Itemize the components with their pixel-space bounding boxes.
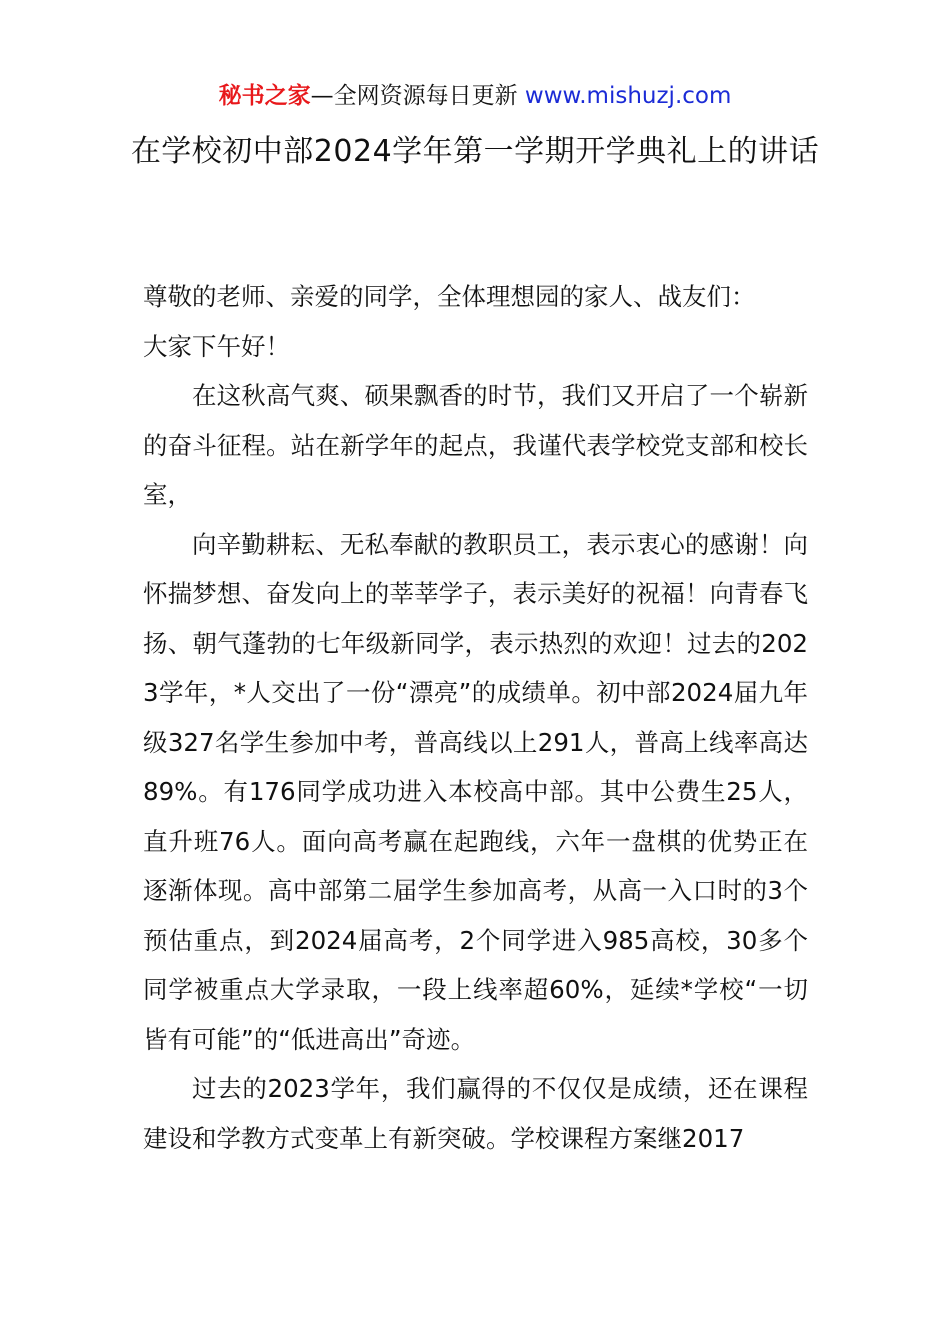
salutation-paragraph: 尊敬的老师、亲爱的同学，全体理想园的家人、战友们： [143, 282, 756, 311]
site-url-link[interactable]: www.mishuzj.com [524, 83, 732, 109]
document-body [143, 272, 808, 1163]
greeting-paragraph: 大家下午好！ [143, 331, 290, 361]
document-title: 在学校初中部2024学年第一学期开学典礼上的讲话 [130, 134, 820, 169]
body-paragraph: 过去的2023学年，我们赢得的不仅仅是成绩，还在课程建设和学教方式变革上有新突破。学校课程方案继2017 [143, 1074, 808, 1153]
site-brand: 秘书之家 [218, 83, 311, 109]
site-tagline: —全网资源每日更新 [310, 83, 525, 109]
body-paragraph: 向辛勤耕耘、无私奉献的教职员工，表示衷心的感谢！向怀揣梦想、奋发向上的莘莘学子，表示美好的祝福！向青春飞扬、朝气蓬勃的七年级新同学，表示热烈的欢迎！过去的2023学年，*人交出了一份“漂亮”的成绩单。初中部2024届九年级327名学生参加中考，普高线以上291人，普高上线率高达89%。有176同学成功进入本校高中部。其中公费生25人，直升班76人。面向高考赢在起跑线，六年一盘棋的优势正在逐渐体现。高中部第二届学生参加高考，从高一入口时的3个预估重点，到2024届高考，2个同学进入985高校，30多个同学被重点大学录取，一段上线率超60%，延续*学校“一切皆有可能”的“低进高出”奇迹。 [143, 529, 808, 1054]
site-header [0, 80, 950, 112]
body-paragraph: 在这秋高气爽、硕果飘香的时节，我们又开启了一个崭新的奋斗征程。站在新学年的起点，我谨代表学校党支部和校长室， [143, 381, 808, 509]
